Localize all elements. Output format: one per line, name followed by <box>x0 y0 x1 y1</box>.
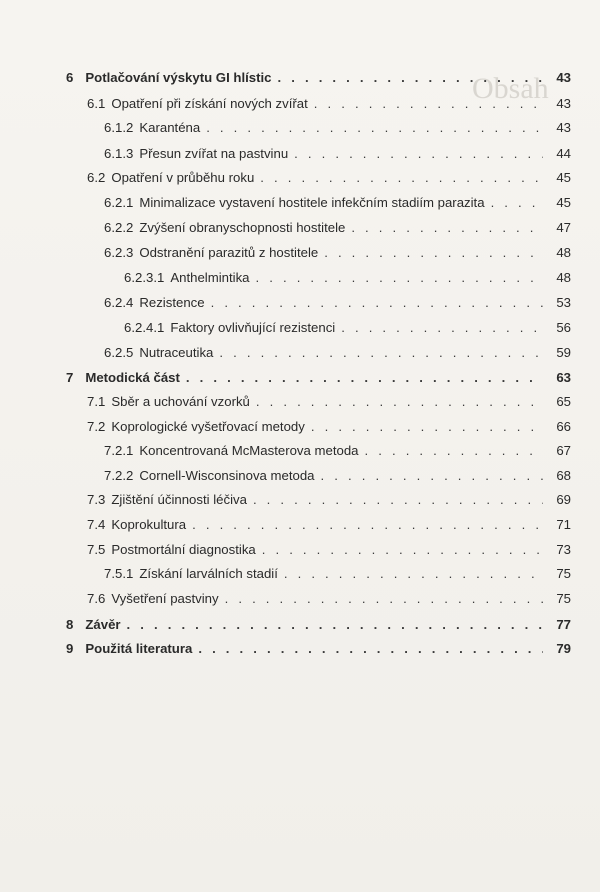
toc-entry-number: 8 <box>66 617 74 632</box>
toc-entry[interactable] <box>104 295 571 311</box>
toc-entry[interactable] <box>104 120 571 136</box>
toc-entry-title: Cornell-Wisconsinova metoda <box>139 468 315 483</box>
toc-entry-title: Karanténa <box>139 120 201 135</box>
toc-entry-title: Opatření v průběhu roku <box>111 170 255 185</box>
toc-entry[interactable] <box>66 370 571 386</box>
toc-page-number: 65 <box>556 394 571 409</box>
toc-entry[interactable] <box>87 591 571 607</box>
bleed-through-heading: Obsah <box>472 72 549 105</box>
toc-entry-number: 7.3 <box>87 492 106 507</box>
toc-entry-number: 7.2.2 <box>104 468 134 483</box>
toc-page-number: 53 <box>556 295 571 310</box>
toc-page-number: 59 <box>556 345 571 360</box>
toc-entry-number: 6.2.4.1 <box>124 320 165 335</box>
toc-entry[interactable] <box>87 492 571 508</box>
toc-page-number: 47 <box>556 220 571 235</box>
toc-page-number: 73 <box>556 542 571 557</box>
toc-entry-number: 6.1 <box>87 96 106 111</box>
toc-entry-title: Faktory ovlivňující rezistenci <box>170 320 336 335</box>
toc-entry-title: Získání larválních stadií <box>139 566 278 581</box>
toc-leader-dots <box>260 170 543 186</box>
toc-entry-title: Zvýšení obranyschopnosti hostitele <box>139 220 346 235</box>
toc-leader-dots <box>365 443 543 459</box>
toc-leader-dots <box>253 492 543 508</box>
toc-entry[interactable] <box>87 517 571 533</box>
toc-entry[interactable] <box>104 245 571 261</box>
toc-entry-number: 7.2.1 <box>104 443 134 458</box>
toc-entry-title: Vyšetření pastviny <box>111 591 219 606</box>
toc-entry-number: 7.1 <box>87 394 106 409</box>
toc-entry-title: Nutraceutika <box>139 345 214 360</box>
toc-entry-title: Odstranění parazitů z hostitele <box>139 245 319 260</box>
toc-entry[interactable] <box>124 320 571 336</box>
toc-entry-title: Zjištění účinnosti léčiva <box>111 492 247 507</box>
toc-entry[interactable] <box>104 566 571 582</box>
toc-entry[interactable] <box>104 443 571 459</box>
toc-entry-number: 6.1.2 <box>104 120 134 135</box>
toc-leader-dots <box>127 617 543 633</box>
toc-entry[interactable] <box>87 542 571 558</box>
toc-leader-dots <box>219 345 543 361</box>
toc-entry[interactable] <box>87 96 571 112</box>
toc-entry-title: Postmortální diagnostika <box>111 542 256 557</box>
toc-leader-dots <box>256 394 543 410</box>
toc-entry-number: 6.2.2 <box>104 220 134 235</box>
toc-page-number: 45 <box>556 195 571 210</box>
toc-entry[interactable] <box>104 468 571 484</box>
toc-entry[interactable] <box>124 270 571 286</box>
toc-entry-number: 6.1.3 <box>104 146 134 161</box>
toc-entry-number: 7.5.1 <box>104 566 134 581</box>
toc-page-number: 77 <box>556 617 571 632</box>
toc-entry[interactable] <box>66 617 571 633</box>
toc-leader-dots <box>186 370 543 386</box>
toc-entry-number: 6 <box>66 70 74 85</box>
toc-entry-title: Závěr <box>85 617 121 632</box>
toc-leader-dots <box>341 320 543 336</box>
toc-entry[interactable] <box>87 170 571 186</box>
toc-page-number: 56 <box>556 320 571 335</box>
toc-entry-title: Potlačování výskytu GI hlístic <box>85 70 272 85</box>
toc-leader-dots <box>314 96 543 112</box>
toc-leader-dots <box>321 468 543 484</box>
toc-entry-number: 6.2.4 <box>104 295 134 310</box>
toc-entry-title: Koncentrovaná McMasterova metoda <box>139 443 359 458</box>
toc-entry-title: Metodická část <box>85 370 180 385</box>
toc-entry-number: 7 <box>66 370 74 385</box>
toc-page-number: 69 <box>556 492 571 507</box>
toc-entry-number: 6.2.1 <box>104 195 134 210</box>
toc-page-number: 68 <box>556 468 571 483</box>
toc-entry-number: 6.2.3 <box>104 245 134 260</box>
toc-page-number: 48 <box>556 245 571 260</box>
toc-entry[interactable] <box>104 146 571 162</box>
toc-entry[interactable] <box>87 394 571 410</box>
toc-entry-number: 6.2.5 <box>104 345 134 360</box>
toc-entry-number: 6.2.3.1 <box>124 270 165 285</box>
toc-entry-number: 6.2 <box>87 170 106 185</box>
toc-page-number: 43 <box>556 70 571 85</box>
toc-page-number: 66 <box>556 419 571 434</box>
toc-entry-title: Minimalizace vystavení hostitele infekčním stadiím parazita <box>139 195 485 210</box>
toc-entry[interactable] <box>66 70 571 86</box>
toc-leader-dots <box>262 542 543 558</box>
toc-entry-title: Koprologické vyšetřovací metody <box>111 419 305 434</box>
toc-page-number: 44 <box>556 146 571 161</box>
toc-entry-title: Opatření při získání nových zvířat <box>111 96 308 111</box>
toc-leader-dots <box>256 270 543 286</box>
toc-entry-title: Sběr a uchování vzorků <box>111 394 250 409</box>
toc-page-number: 43 <box>556 96 571 111</box>
toc-page-number: 71 <box>556 517 571 532</box>
toc-leader-dots <box>324 245 543 261</box>
toc-leader-dots <box>278 70 543 86</box>
toc-leader-dots <box>491 195 543 211</box>
toc-entry-title: Koprokultura <box>111 517 187 532</box>
toc-entry-title: Rezistence <box>139 295 205 310</box>
toc-entry-number: 7.2 <box>87 419 106 434</box>
toc-page-number: 75 <box>556 566 571 581</box>
toc-page-number: 67 <box>556 443 571 458</box>
toc-leader-dots <box>206 120 543 136</box>
toc-leader-dots <box>225 591 543 607</box>
toc-entry[interactable] <box>104 345 571 361</box>
toc-leader-dots <box>192 517 543 533</box>
toc-entry[interactable] <box>66 641 571 657</box>
toc-entry-title: Použitá literatura <box>85 641 193 656</box>
toc-leader-dots <box>351 220 543 236</box>
toc-page-number: 45 <box>556 170 571 185</box>
toc-page-number: 63 <box>556 370 571 385</box>
toc-leader-dots <box>198 641 543 657</box>
toc-leader-dots <box>211 295 543 311</box>
toc-leader-dots <box>294 146 543 162</box>
toc-entry-number: 7.4 <box>87 517 106 532</box>
toc-entry-number: 7.6 <box>87 591 106 606</box>
toc-page-number: 75 <box>556 591 571 606</box>
toc-entry[interactable] <box>104 195 571 211</box>
toc-entry-title: Anthelmintika <box>170 270 250 285</box>
toc-leader-dots <box>284 566 543 582</box>
toc-entry-number: 9 <box>66 641 74 656</box>
toc-entry[interactable] <box>87 419 571 435</box>
toc-page-number: 48 <box>556 270 571 285</box>
toc-entry-title: Přesun zvířat na pastvinu <box>139 146 289 161</box>
toc-entry-number: 7.5 <box>87 542 106 557</box>
toc-page-number: 79 <box>556 641 571 656</box>
toc-leader-dots <box>311 419 543 435</box>
toc-page-number: 43 <box>556 120 571 135</box>
toc-entry[interactable] <box>104 220 571 236</box>
